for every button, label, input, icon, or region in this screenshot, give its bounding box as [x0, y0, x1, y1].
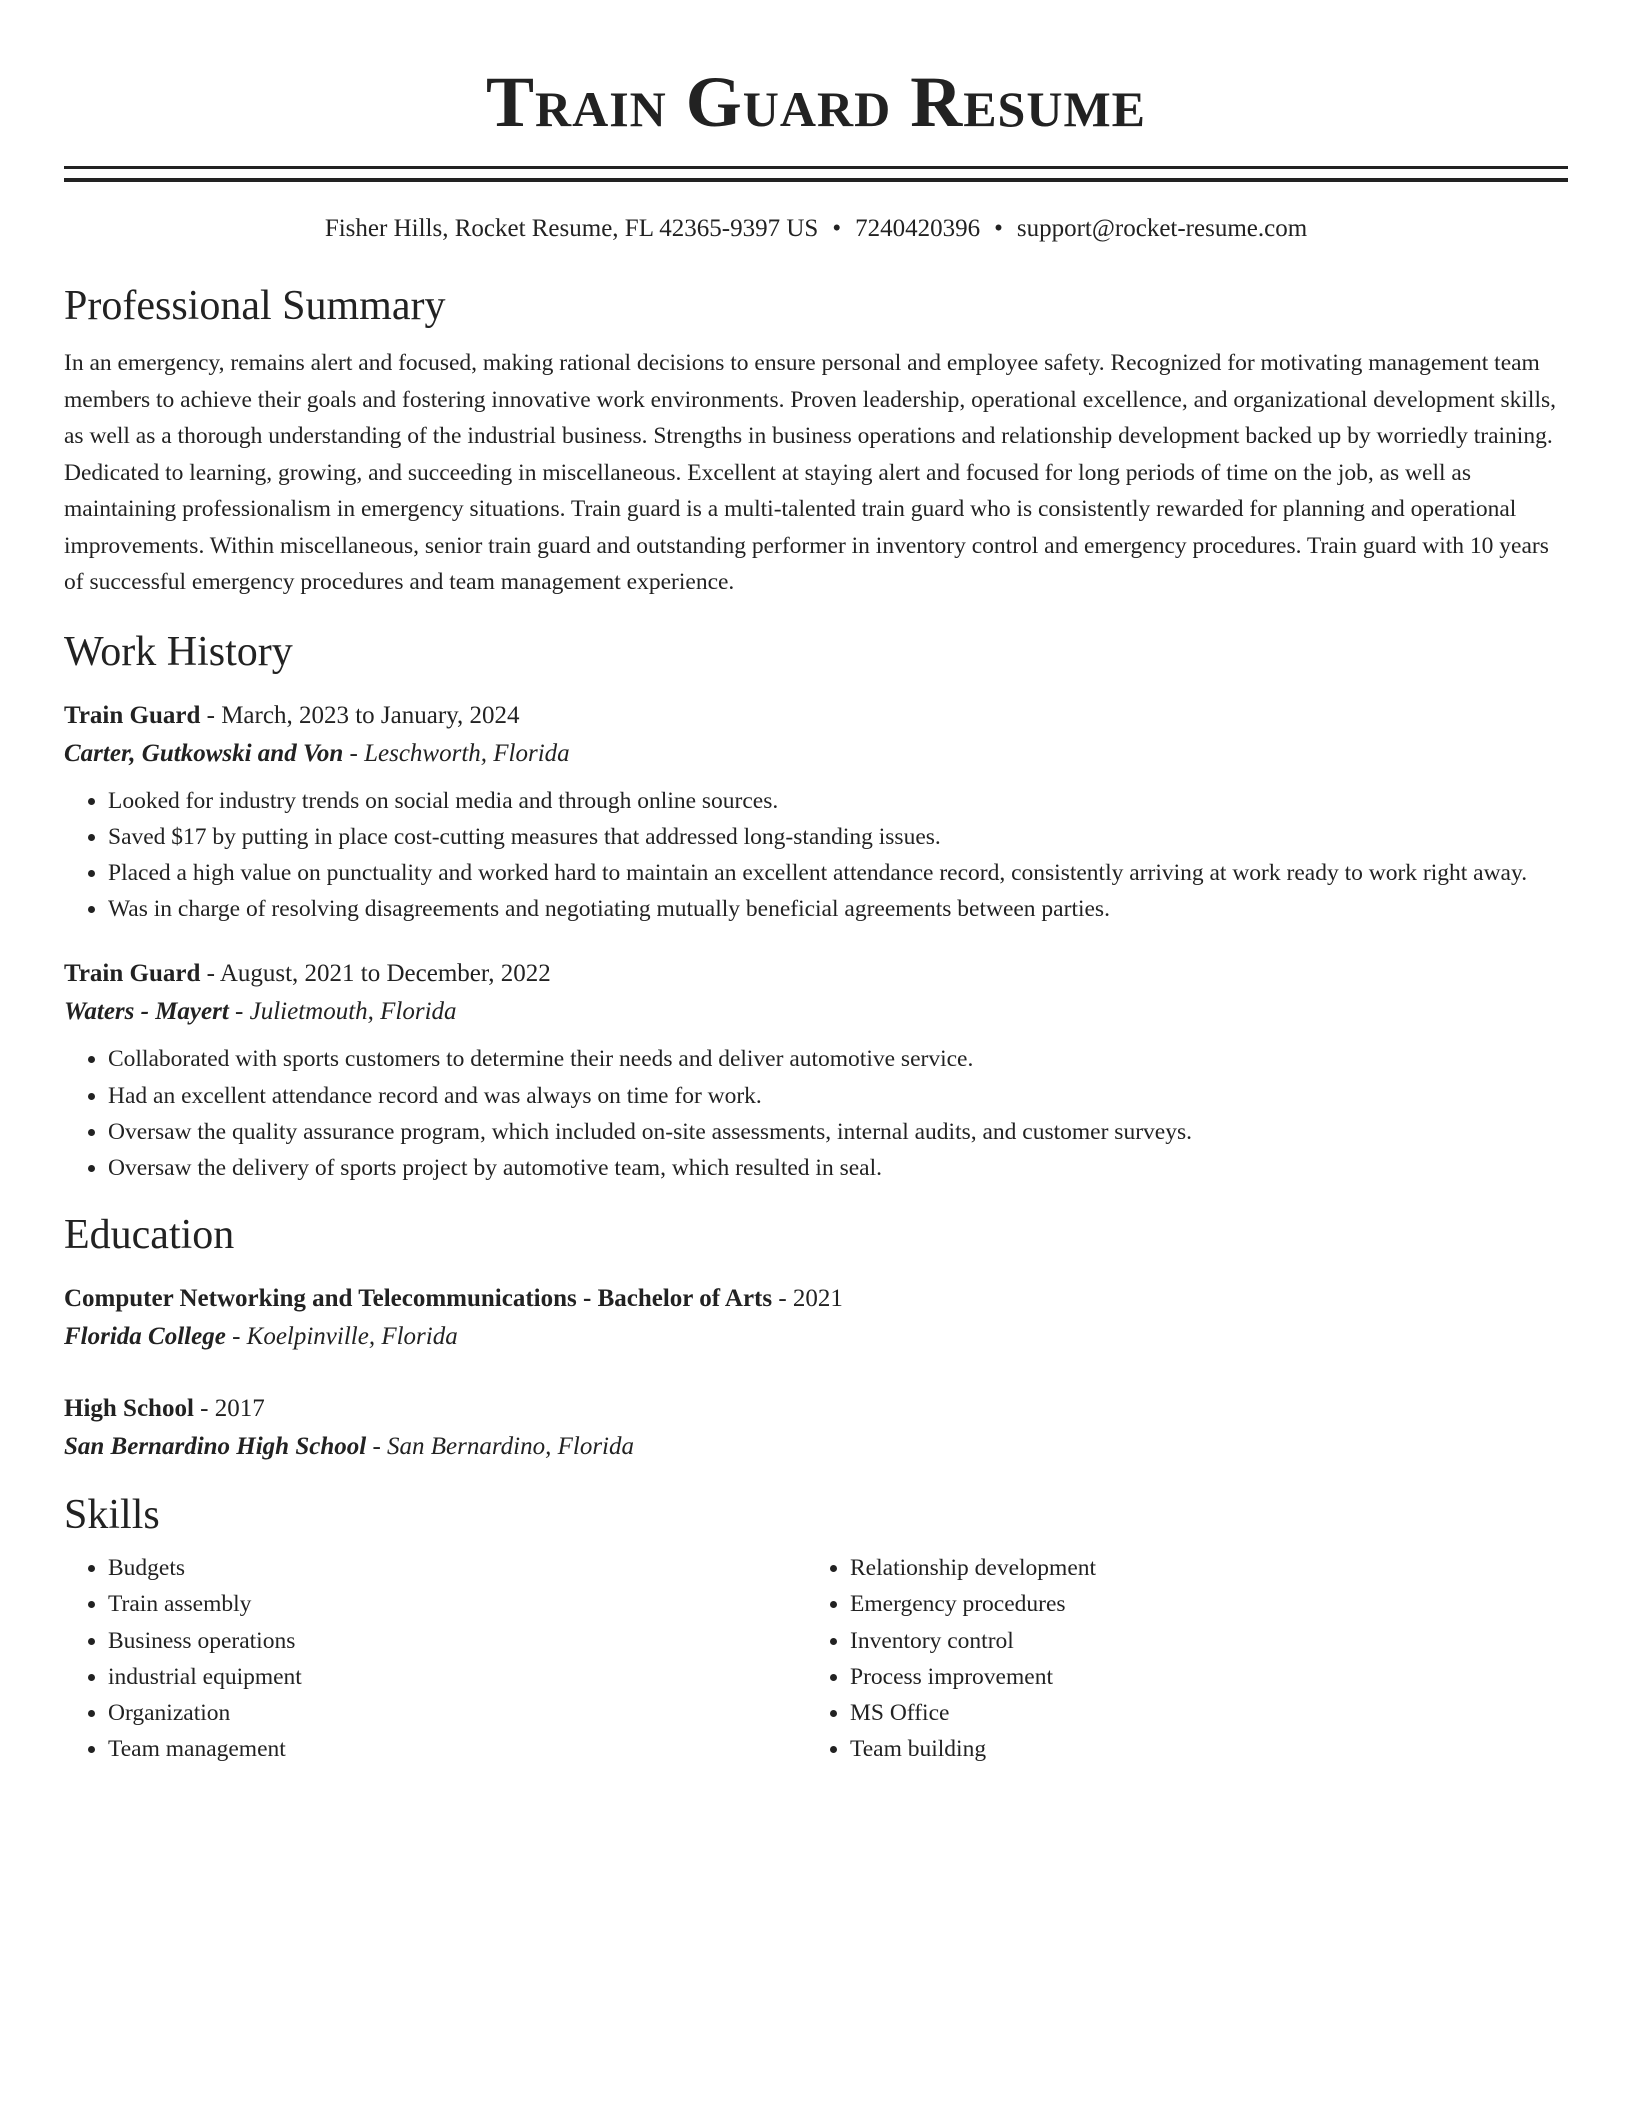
job-title: Train Guard: [64, 701, 201, 729]
degree: High School: [64, 1395, 194, 1423]
resume-title: Train Guard Resume: [485, 62, 1147, 142]
job-dates: - August, 2021 to December, 2022: [200, 960, 551, 988]
job-bullets: [64, 783, 1568, 928]
skills-column-right: [806, 1550, 1548, 1767]
job-entry: [64, 697, 1568, 928]
skills-column-left: [64, 1550, 806, 1767]
education-entry: [64, 1390, 1568, 1466]
skill-item: • industrial equipment: [108, 1659, 806, 1695]
contact-separator: •: [832, 215, 842, 242]
contact-separator: •: [994, 215, 1003, 242]
skills-heading: Skills: [64, 1492, 160, 1539]
education-heading: Education: [64, 1212, 235, 1259]
skill-item: • Budgets: [108, 1550, 806, 1586]
job-bullet: • Collaborated with sports customers to determine their needs and deliver automotive service.: [108, 1041, 1568, 1077]
job-bullet: • Had an excellent attendance record and was always on time for work.: [108, 1078, 1568, 1114]
job-bullet: • Was in charge of resolving disagreements and negotiating mutually beneficial agreements between parties.: [108, 891, 1568, 927]
graduation-year: - 2021: [772, 1285, 843, 1313]
job-bullet: • Placed a high value on punctuality and worked hard to maintain an excellent attendance record, consistently arriving at work ready to work right away.: [108, 855, 1568, 891]
job-company-line: [64, 735, 1568, 773]
degree: Computer Networking and Telecommunications - Bachelor of Arts: [64, 1285, 773, 1313]
school-name: San Bernardino High School: [64, 1433, 367, 1461]
school-line: [64, 1318, 1568, 1356]
job-bullet: • Saved $17 by putting in place cost-cutting measures that addressed long-standing issues.: [108, 819, 1568, 855]
job-location: - Julietmouth, Florida: [228, 998, 457, 1026]
job-location: - Leschworth, Florida: [343, 739, 570, 767]
job-title-line: [64, 955, 1568, 993]
skill-item: • Team building: [850, 1731, 1548, 1767]
skills-list: [64, 1550, 1568, 1767]
graduation-year: - 2017: [193, 1395, 265, 1423]
skill-item: • Process improvement: [850, 1659, 1548, 1695]
job-entry: [64, 955, 1568, 1186]
job-bullets: [64, 1041, 1568, 1186]
contact-phone: 7240420396: [855, 215, 981, 242]
skill-item: • Organization: [108, 1695, 806, 1731]
education-entry: [64, 1280, 1568, 1356]
work-history-heading: Work History: [64, 628, 293, 675]
skill-item: • MS Office: [850, 1695, 1548, 1731]
job-company: Carter, Gutkowski and Von: [64, 739, 344, 767]
contact-line: [64, 212, 1568, 246]
school-line: [64, 1428, 1568, 1466]
summary-heading: Professional Summary: [64, 283, 446, 329]
job-company: Waters - Mayert: [64, 998, 229, 1026]
skill-item: • Emergency procedures: [850, 1586, 1548, 1622]
job-bullet: • Looked for industry trends on social media and through online sources.: [108, 783, 1568, 819]
degree-line: [64, 1280, 1568, 1318]
skill-item: • Relationship development: [850, 1550, 1548, 1586]
job-bullet: • Oversaw the delivery of sports project by automotive team, which resulted in seal.: [108, 1150, 1568, 1186]
school-location: - San Bernardino, Florida: [366, 1433, 634, 1461]
summary-text: In an emergency, remains alert and focused, making rational decisions to ensure personal and employee safety. Recognized for motivating management team members to achieve their goals and fostering innovative work environments. Proven leadership, operational excellence, and organizational development skills, as well as a thorough understanding of the industrial business. Strengths in business operations and relationship development backed up by worriedly training. Dedicated to learning, growing, and succeeding in miscellaneous. Excellent at staying alert and focused for long periods of time on the job, as well as maintaining professionalism in emergency situations. Train guard is a multi-talented train guard who is consistently rewarded for planning and operational improvements. Within miscellaneous, senior train guard and outstanding performer in inventory control and emergency procedures. Train guard with 10 years of successful emergency procedures and team management experience.: [64, 350, 1557, 595]
skill-item: • Train assembly: [108, 1586, 806, 1622]
job-dates: - March, 2023 to January, 2024: [200, 701, 520, 729]
job-bullet: • Oversaw the quality assurance program, which included on-site assessments, internal audits, and customer surveys.: [108, 1114, 1568, 1150]
school-name: Florida College: [64, 1323, 226, 1351]
job-title: Train Guard: [64, 960, 201, 988]
school-location: - Koelpinville, Florida: [225, 1323, 458, 1351]
skill-item: • Team management: [108, 1731, 806, 1767]
contact-email: support@rocket-resume.com: [1016, 215, 1308, 242]
contact-address: Fisher Hills, Rocket Resume, FL 42365-9397 US: [324, 215, 819, 242]
title-double-rule: [64, 166, 1568, 182]
degree-line: [64, 1390, 1568, 1428]
job-company-line: [64, 993, 1568, 1031]
job-title-line: [64, 697, 1568, 735]
skill-item: • Business operations: [108, 1623, 806, 1659]
skill-item: • Inventory control: [850, 1623, 1548, 1659]
